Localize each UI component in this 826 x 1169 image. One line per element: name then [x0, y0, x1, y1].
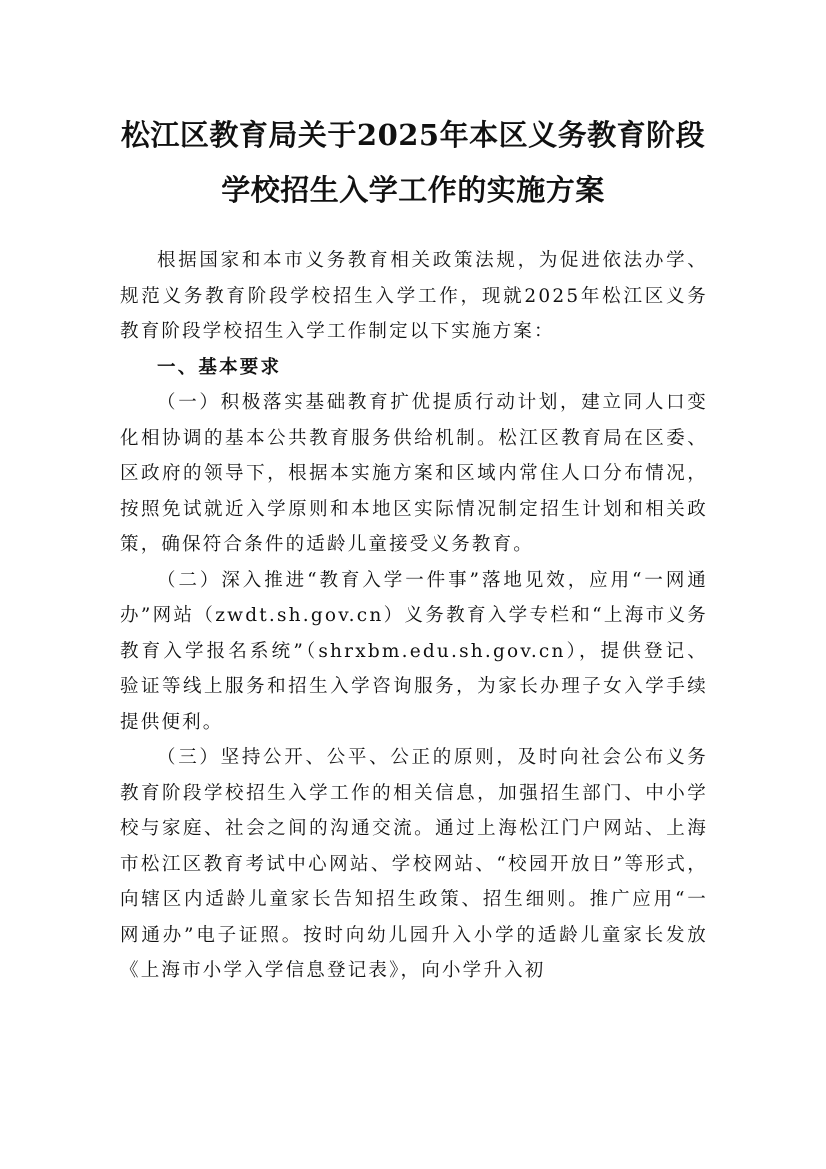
title-line-1: 松江区教育局关于2025年本区义务教育阶段 [120, 118, 706, 152]
intro-paragraph: 根据国家和本市义务教育相关政策法规，为促进依法办学、规范义务教育阶段学校招生入学工作，现就2025年松江区义务教育阶段学校招生入学工作制定以下实施方案： [120, 250, 708, 342]
document-body [120, 243, 708, 989]
paragraph-1: （一）积极落实基础教育扩优提质行动计划，建立同人口变化相协调的基本公共教育服务供给机制。松江区教育局在区委、区政府的领导下，根据本实施方案和区域内常住人口分布情况，按照免试就近入学原则和本地区实际情况制定招生计划和相关政策，确保符合条件的适龄儿童接受义务教育。 [120, 392, 708, 555]
paragraph-3: （三）坚持公开、公平、公正的原则，及时向社会公布义务教育阶段学校招生入学工作的相关信息，加强招生部门、中小学校与家庭、社会之间的沟通交流。通过上海松江门户网站、上海市松江区教育考试中心网站、学校网站、“校园开放日”等形式，向辖区内适龄儿童家长告知招生政策、招生细则。推广应用“一网通办”电子证照。按时向幼儿园升入小学的适龄儿童家长发放《上海市小学入学信息登记表》，向小学升入初 [120, 747, 708, 981]
paragraph-2: （二）深入推进“教育入学一件事”落地见效，应用“一网通办”网站（zwdt.sh.gov.cn）义务教育入学专栏和“上海市义务教育入学报名系统”（shrxbm.edu.sh.gov.cn），提供登记、验证等线上服务和招生入学咨询服务，为家长办理子女入学手续提供便利。 [120, 569, 708, 733]
section-heading-basic-requirements: 一、基本要求 [157, 356, 282, 378]
title-line-2: 学校招生入学工作的实施方案 [221, 173, 605, 207]
document-title [100, 108, 726, 218]
